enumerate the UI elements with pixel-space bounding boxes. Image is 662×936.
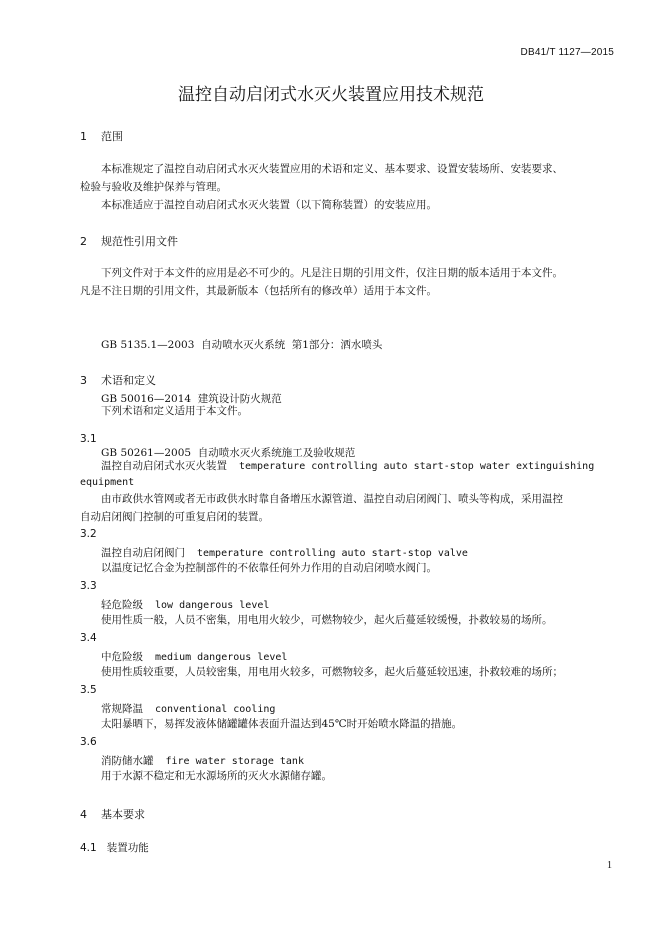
- term-definition: [80, 663, 616, 681]
- subsection-number: 4.1: [80, 842, 97, 854]
- page-title: 温控自动启闭式水灭火装置应用技术规范: [178, 85, 484, 105]
- term-heading: [101, 545, 468, 560]
- subsection-4-1-heading: [80, 840, 149, 855]
- term-definition: [80, 559, 616, 577]
- text-line: 本标准规定了温控自动启闭式水灭火装置应用的术语和定义、基本要求、设置安装场所、安装要求、: [101, 163, 563, 175]
- term-definition: [80, 611, 616, 629]
- term-name-en: conventional cooling: [155, 704, 276, 715]
- term-name-en: temperature controlling auto start-stop water extinguishing: [239, 461, 595, 472]
- text-line: 使用性质一般，人员不密集，用电用火较少，可燃物较少，起火后蔓延较缓慢，扑救较易的场所。: [101, 614, 553, 626]
- text-line: 自动启闭阀门控制的可重复启闭的装置。: [80, 511, 269, 523]
- text-line: 使用性质较重要，人员较密集，用电用火较多，可燃物较多，起火后蔓延较迅速，扑救较难的场所；: [101, 666, 563, 678]
- term-name-zh: 温控自动启闭式水灭火装置: [101, 460, 227, 472]
- text-line: 以温度记忆合金为控制部件的不依靠任何外力作用的自动启闭喷水阀门。: [101, 562, 437, 574]
- term-name-zh: 常规降温: [101, 703, 143, 715]
- section-2-heading: [80, 233, 178, 249]
- term-heading: [101, 597, 269, 612]
- term-heading: [101, 701, 275, 716]
- term-heading: [101, 753, 304, 768]
- term-name-zh: 轻危险级: [101, 599, 143, 611]
- term-number: 3.2: [80, 528, 97, 540]
- doc-code-header: DB41/T 1127—2015: [520, 47, 614, 58]
- term-definition: [80, 715, 616, 733]
- section-number: 3: [80, 374, 87, 387]
- term-name-zh: 中危险级: [101, 651, 143, 663]
- term-name-en: medium dangerous level: [155, 652, 288, 663]
- term-number: 3.1: [80, 433, 97, 445]
- section-1-paragraph-1: [80, 160, 616, 196]
- text-line: 下列术语和定义适用于本文件。: [101, 405, 248, 417]
- section-number: 4: [80, 808, 87, 821]
- reference-item: GB 50261—2005 自动喷水灭火系统施工及验收规范: [101, 447, 356, 459]
- term-name-zh: 消防储水罐: [101, 755, 154, 767]
- term-heading: [101, 649, 287, 664]
- section-1-paragraph-2: [80, 196, 616, 214]
- term-name-en: temperature controlling auto start-stop valve: [197, 548, 468, 559]
- text-line: 检验与验收及维护保养与管理。: [80, 181, 227, 193]
- section-title: 基本要求: [101, 808, 145, 821]
- subsection-title: 装置功能: [106, 842, 149, 854]
- text-line: 凡是不注日期的引用文件，其最新版本（包括所有的修改单）适用于本文件。: [80, 285, 437, 297]
- reference-item: GB 50016—2014 建筑设计防火规范: [101, 393, 282, 405]
- section-title: 术语和定义: [101, 374, 156, 387]
- term-name-en: fire water storage tank: [165, 756, 304, 767]
- term-definition: [80, 490, 616, 526]
- section-1-heading: [80, 128, 123, 144]
- page-number: 1: [607, 860, 612, 871]
- section-4-heading: [80, 806, 145, 822]
- term-name-en: low dangerous level: [155, 600, 270, 611]
- section-number: 2: [80, 235, 87, 248]
- section-number: 1: [80, 130, 87, 143]
- text-line: 由市政供水管网或者无市政供水时靠自备增压水源管道、温控自动启闭阀门、喷头等构成，采用温控: [101, 493, 563, 505]
- term-heading: [101, 458, 594, 473]
- term-number: 3.5: [80, 684, 97, 696]
- section-2-paragraph: [80, 264, 616, 300]
- text-line: 太阳暴晒下，易挥发液体储罐罐体表面升温达到45℃时开始喷水降温的措施。: [101, 718, 463, 730]
- term-number: 3.3: [80, 580, 97, 592]
- text-line: 本标准适应于温控自动启闭式水灭火装置（以下简称装置）的安装应用。: [101, 199, 437, 211]
- reference-item: GB 5135.1—2003 自动喷水灭火系统 第1部分：洒水喷头: [101, 339, 383, 351]
- section-3-heading: [80, 372, 156, 388]
- term-name-en-continued: equipment: [80, 477, 135, 488]
- text-line: 下列文件对于本文件的应用是必不可少的。凡是注日期的引用文件，仅注日期的版本适用于本文件。: [101, 267, 563, 279]
- term-number: 3.6: [80, 736, 97, 748]
- text-line: 用于水源不稳定和无水源场所的灭火水源储存罐。: [101, 770, 332, 782]
- term-number: 3.4: [80, 632, 97, 644]
- section-title: 规范性引用文件: [101, 235, 178, 248]
- section-title: 范围: [101, 130, 123, 143]
- term-definition: [80, 767, 616, 785]
- section-3-intro: [80, 402, 616, 420]
- term-name-zh: 温控自动启闭阀门: [101, 547, 185, 559]
